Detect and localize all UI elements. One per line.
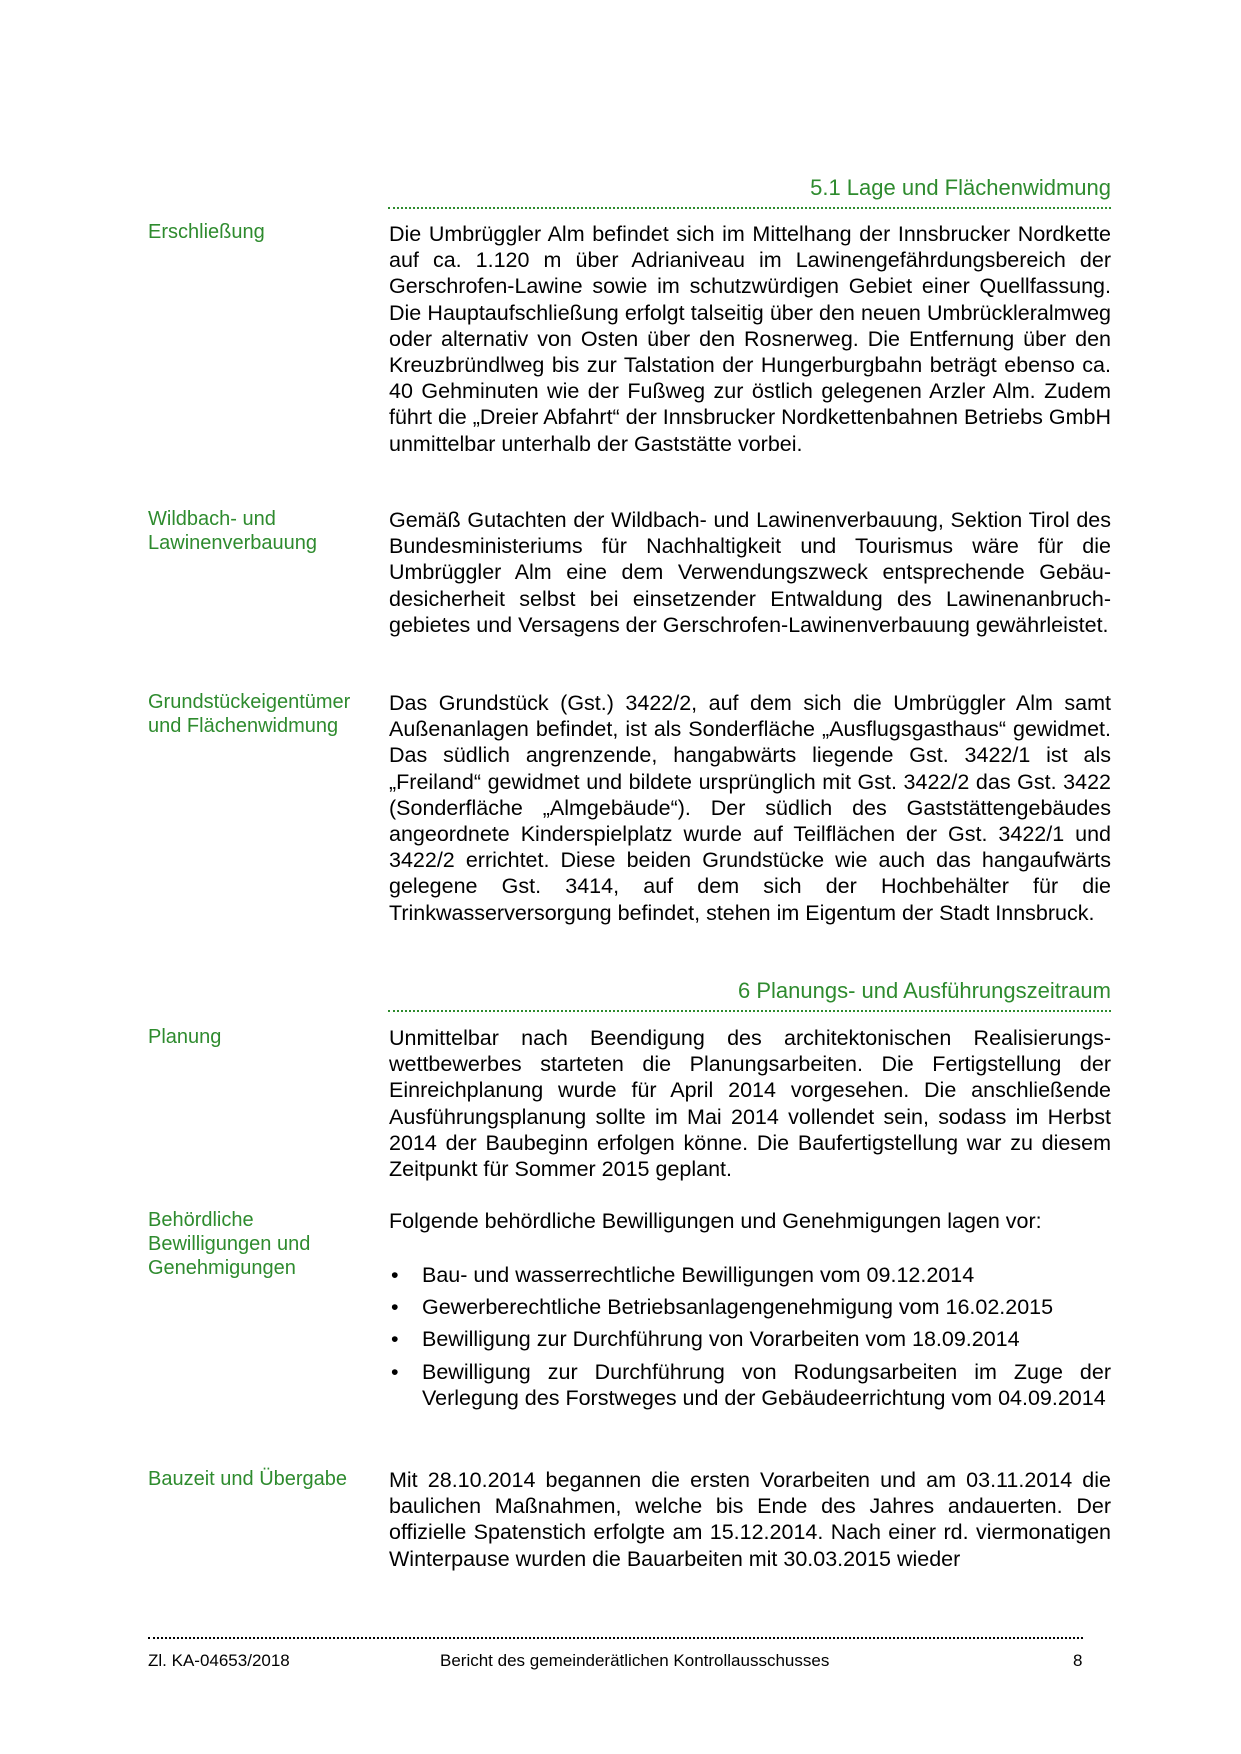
margin-label-grundstueck-line1: Grundstückeigentümer — [148, 691, 351, 713]
margin-label-wildbach-line2: Lawinenverbauung — [148, 532, 318, 554]
paragraph-erschliessung-text: Die Umbrüggler Alm befindet sich im Mittelhang der Innsbrucker Nordkette auf ca. 1.120 m über Adrianiveau im Lawinengefährdungsbereich der Gerschrofen-Lawine sowie im schutzwürdigen Gebiet einer Quellfassung. Die Hauptaufschließung erfolgt talseitig über den neuen Umbrückleralmweg oder alternativ von Osten über den Rosnerweg. Die Entfernung über den Kreuzbründlweg bis zur Talstation der Hungerburgbahn beträgt ebenso ca. 40 Gehminuten wie der Fußweg zur östlich gelegenen Arzler Alm. Zudem führt die „Dreier Abfahrt“ der Innsbrucker Nordkettenbahnen Betriebs GmbH unmittelbar unterhalb der Gaststätte vorbei. — [389, 222, 1111, 456]
bullet-icon: • — [391, 1263, 399, 1287]
list-item — [389, 1294, 1111, 1320]
margin-label-bewilligungen-line1: Behördliche — [148, 1209, 254, 1231]
list-item-text: Bewilligung zur Durchführung von Rodungsarbeiten im Zuge der Verlegung des Forstweges und der Gebäudeerrichtung vom 04.09.2014 — [422, 1359, 1111, 1410]
paragraph-bauzeit-text: Mit 28.10.2014 begannen die ersten Vorarbeiten und am 03.11.2014 die baulichen Maßnahmen, welche bis Ende des Jahres andauerten. Der offizielle Spatenstich erfolgte am 15.12.2014. Nach einer rd. viermonatigen Winterpause wurden die Bauarbeiten mit 30.03.2015 wieder — [389, 1468, 1111, 1571]
margin-label-grundstueck — [148, 690, 378, 738]
paragraph-planung — [389, 1025, 1111, 1182]
margin-label-planung: Planung — [148, 1026, 222, 1048]
margin-label-erschliessung: Erschließung — [148, 221, 265, 243]
section-heading-6: 6 Planungs- und Ausführungszeitraum — [388, 978, 1111, 1012]
margin-label-bewilligungen-line3: Genehmigungen — [148, 1257, 296, 1279]
list-item-text: Gewerberechtliche Betriebsanlagengenehmigung vom 16.02.2015 — [422, 1295, 1054, 1320]
footer-page-number: 8 — [1073, 1651, 1083, 1670]
paragraph-planung-text: Unmittelbar nach Beendigung des architektonischen Realisierungswettbewerbes starteten die Planungsarbeiten. Die Fertigstellung der Einreichplanung wurde für April 2014 vorgesehen. Die anschließende Ausführungsplanung sollte im Mai 2014 vollendet sein, sodass im Herbst 2014 der Baubeginn erfolgen könne. Die Baufertigstellung war zu diesem Zeitpunkt für Sommer 2015 geplant. — [389, 1026, 1111, 1182]
list-item — [389, 1326, 1111, 1352]
paragraph-grundstueck-text: Das Grundstück (Gst.) 3422/2, auf dem sich die Umbrüggler Alm samt Außenanlagen befindet, ist als Sonderfläche „Ausflugsgasthaus“ gewidmet. Das südlich angrenzende, hangabwärts liegende Gst. 3422/1 ist als „Freiland“ gewidmet und bildete ursprünglich mit Gst. 3422/2 das Gst. 3422 (Sonderfläche „Almgebäude“). Der südlich des Gaststättengebäudes angeordnete Kinderspielplatz wurde auf Teilflächen der Gst. 3422/1 und 3422/2 errichtet. Diese beiden Grundstücke wie auch das hangaufwärts gelegene Gst. 3414, auf dem sich der Hochbehälter für die Trinkwasserversorgung befindet, stehen im Eigentum der Stadt Innsbruck. — [389, 691, 1111, 925]
margin-label-wildbach-line1: Wildbach- und — [148, 508, 276, 530]
margin-label-grundstueck-line2: und Flächenwidmung — [148, 715, 339, 737]
list-item-text: Bau- und wasserrechtliche Bewilligungen vom 09.12.2014 — [422, 1263, 975, 1287]
footer-divider — [148, 1637, 1083, 1639]
paragraph-grundstueck — [389, 690, 1111, 926]
margin-label-bauzeit: Bauzeit und Übergabe — [148, 1468, 348, 1490]
paragraph-bauzeit — [389, 1467, 1111, 1572]
list-item — [389, 1262, 1111, 1288]
footer-title: Bericht des gemeinderätlichen Kontrollausschusses — [440, 1651, 830, 1670]
list-item-text: Bewilligung zur Durchführung von Vorarbeiten vom 18.09.2014 — [422, 1327, 1020, 1352]
margin-label-bewilligungen — [148, 1208, 378, 1280]
margin-label-wildbach — [148, 507, 378, 555]
paragraph-wildbach — [389, 507, 1111, 638]
paragraph-bewilligungen-intro-text: Folgende behördliche Bewilligungen und Genehmigungen lagen vor: — [389, 1209, 1042, 1233]
paragraph-bewilligungen-intro — [389, 1208, 1111, 1234]
paragraph-wildbach-text: Gemäß Gutachten der Wildbach- und Lawinenverbauung, Sektion Tirol des Bundesministeriums für Nachhaltigkeit und Tourismus wäre für die Umbrüggler Alm eine dem Verwendungszweck entsprechende Gebäudesicherheit selbst bei einsetzender Entwaldung des Lawinenanbruchgebietes und Versagens der Gerschrofen-Lawinenverbauung gewährleistet. — [389, 508, 1111, 637]
bullet-icon: • — [391, 1327, 399, 1352]
margin-label-bewilligungen-line2: Bewilligungen und — [148, 1233, 311, 1255]
bewilligungen-list — [389, 1262, 1111, 1417]
bullet-icon: • — [391, 1359, 399, 1384]
list-item — [389, 1359, 1111, 1411]
section-heading-5-1: 5.1 Lage und Flächenwidmung — [388, 175, 1111, 209]
footer-reference: Zl. KA-04653/2018 — [148, 1651, 290, 1670]
paragraph-erschliessung — [389, 221, 1111, 457]
bullet-icon: • — [391, 1295, 399, 1320]
